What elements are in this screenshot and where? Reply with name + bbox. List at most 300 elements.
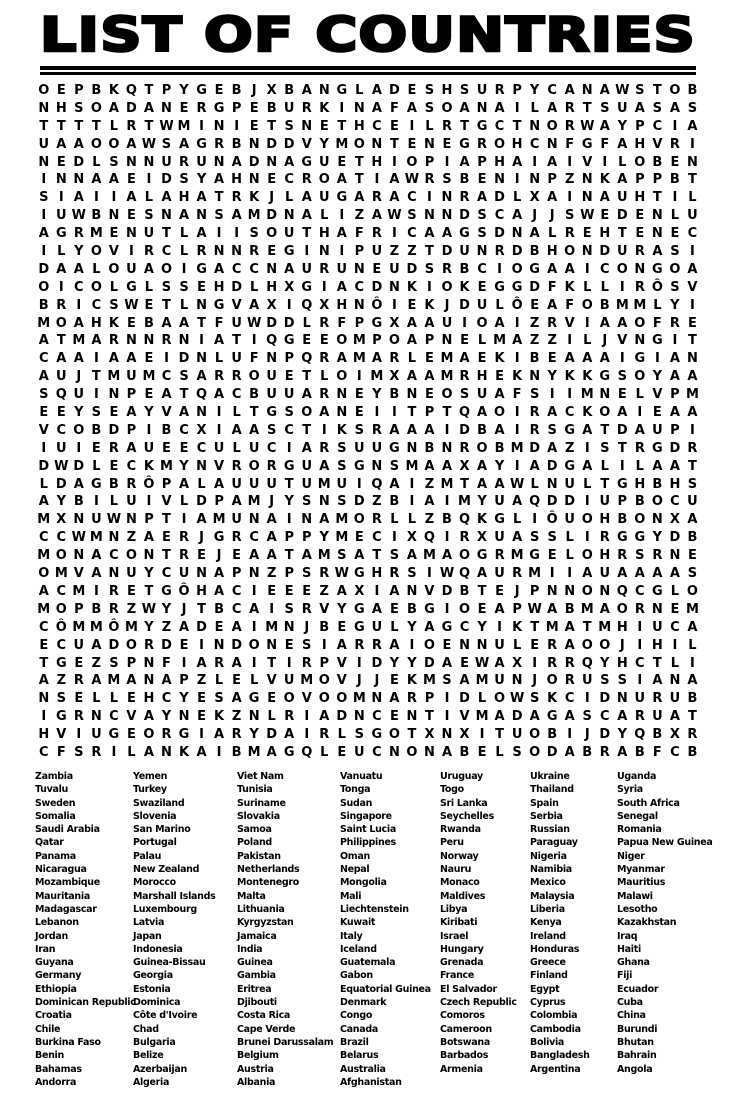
grid-letter: I xyxy=(339,244,345,260)
grid-letter: A xyxy=(441,226,453,242)
grid-letter: X xyxy=(389,315,400,331)
grid-letter: A xyxy=(494,709,505,725)
grid-letter: A xyxy=(284,154,295,170)
grid-letter: L xyxy=(407,512,417,528)
grid-letter: U xyxy=(494,673,505,689)
grid-letter: R xyxy=(669,136,680,152)
grid-letter: I xyxy=(549,566,555,582)
grid-letter: U xyxy=(511,727,523,743)
grid-letter: A xyxy=(178,136,190,152)
grid-letter: U xyxy=(371,244,383,260)
grid-letter: I xyxy=(111,744,117,760)
grid-letter: N xyxy=(651,208,663,224)
grid-letter: N xyxy=(266,351,278,367)
grid-letter: Y xyxy=(337,601,347,617)
grid-letter: E xyxy=(109,226,119,242)
grid-letter: S xyxy=(39,190,49,206)
grid-letter: E xyxy=(670,601,680,617)
grid-letter: O xyxy=(494,691,506,707)
grid-letter: L xyxy=(670,655,680,671)
grid-letter: M xyxy=(247,208,261,224)
grid-letter: A xyxy=(284,261,295,277)
word-item: Liechtenstein xyxy=(340,903,409,915)
grid-letter: D xyxy=(126,100,137,116)
grid-letter: A xyxy=(266,744,277,760)
grid-letter: Z xyxy=(319,583,329,599)
grid-letter: S xyxy=(337,548,347,564)
grid-letter: A xyxy=(143,709,154,725)
grid-letter: M xyxy=(440,351,454,367)
grid-letter: P xyxy=(529,583,540,599)
grid-letter: T xyxy=(302,369,312,385)
grid-letter: D xyxy=(406,261,418,277)
grid-letter: L xyxy=(477,333,487,349)
grid-letter: S xyxy=(459,83,470,98)
grid-letter: W xyxy=(474,655,490,671)
grid-letter: N xyxy=(283,208,295,224)
grid-letter: A xyxy=(617,405,628,421)
word-item: Liberia xyxy=(530,903,565,915)
grid-letter: C xyxy=(670,494,680,510)
grid-letter: T xyxy=(144,118,154,134)
word-item: Mauritania xyxy=(35,890,90,902)
grid-letter: A xyxy=(231,494,242,510)
word-item: Andorra xyxy=(35,1076,77,1088)
grid-letter: I xyxy=(216,744,222,760)
grid-letter: A xyxy=(687,405,698,421)
grid-letter: O xyxy=(669,261,681,277)
grid-letter: R xyxy=(406,691,417,707)
grid-letter: P xyxy=(424,333,435,349)
grid-letter: E xyxy=(126,315,136,331)
grid-letter: G xyxy=(371,727,383,743)
grid-letter: O xyxy=(651,494,663,510)
grid-letter: C xyxy=(231,387,242,403)
grid-letter: J xyxy=(374,673,380,689)
grid-letter: M xyxy=(54,566,68,582)
grid-letter: I xyxy=(514,422,520,438)
grid-letter: O xyxy=(108,136,120,152)
word-item: Gabon xyxy=(340,970,373,982)
grid-letter: E xyxy=(267,691,277,707)
grid-letter: G xyxy=(213,100,225,116)
grid-letter: L xyxy=(407,351,417,367)
grid-letter: I xyxy=(672,118,678,134)
grid-letter: C xyxy=(284,172,294,188)
grid-letter: I xyxy=(409,494,415,510)
grid-letter: S xyxy=(161,136,172,152)
grid-letter: U xyxy=(283,100,295,116)
grid-row xyxy=(35,118,701,136)
word-item: Mexico xyxy=(530,877,566,889)
grid-letter: A xyxy=(424,226,435,242)
word-item: Albania xyxy=(237,1076,276,1088)
grid-letter: N xyxy=(248,566,260,582)
grid-letter: M xyxy=(458,494,471,510)
grid-letter: Y xyxy=(389,655,400,671)
grid-row xyxy=(35,386,701,404)
grid-letter: M xyxy=(352,691,366,707)
grid-letter: E xyxy=(477,601,487,617)
grid-letter: J xyxy=(532,208,538,224)
grid-letter: M xyxy=(89,530,103,546)
grid-letter: S xyxy=(144,208,154,224)
grid-letter: T xyxy=(530,619,540,635)
grid-letter: P xyxy=(424,154,435,170)
grid-letter: N xyxy=(599,387,611,403)
grid-letter: O xyxy=(441,279,453,295)
grid-letter: Z xyxy=(424,512,435,528)
word-list-column-6 xyxy=(530,770,617,1076)
grid-letter: B xyxy=(634,494,645,510)
grid-letter: D xyxy=(248,154,260,170)
grid-letter: N xyxy=(196,458,207,474)
word-item: Paraguay xyxy=(530,837,578,849)
grid-letter: N xyxy=(634,333,646,349)
grid-letter: W xyxy=(580,208,595,224)
grid-letter: L xyxy=(653,297,662,313)
grid-letter: B xyxy=(582,744,593,760)
grid-letter: M xyxy=(37,315,51,331)
grid-letter: P xyxy=(512,601,522,617)
grid-letter: A xyxy=(161,315,172,331)
grid-letter: E xyxy=(179,637,189,653)
grid-letter: V xyxy=(38,422,49,438)
grid-letter: S xyxy=(179,369,189,385)
grid-letter: N xyxy=(213,244,225,260)
grid-letter: S xyxy=(687,100,698,116)
grid-letter: D xyxy=(266,136,278,152)
grid-letter: N xyxy=(318,83,330,98)
grid-letter: C xyxy=(249,530,259,546)
grid-letter: O xyxy=(458,548,471,564)
grid-letter: G xyxy=(371,315,383,331)
grid-letter: X xyxy=(319,297,330,313)
grid-letter: R xyxy=(687,727,698,743)
grid-letter: Q xyxy=(616,583,628,599)
grid-letter: N xyxy=(546,136,558,152)
word-item: Latvia xyxy=(133,917,165,929)
grid-letter: T xyxy=(687,172,697,188)
grid-letter: R xyxy=(196,244,207,260)
grid-letter: A xyxy=(214,333,225,349)
grid-letter: Q xyxy=(55,387,67,403)
grid-letter: W xyxy=(615,83,630,98)
grid-letter: K xyxy=(494,351,505,367)
grid-letter: O xyxy=(90,100,102,116)
grid-letter: Z xyxy=(529,315,540,331)
grid-letter: U xyxy=(318,190,330,206)
word-item: Cameroon xyxy=(440,1023,492,1035)
word-item: Jordan xyxy=(35,930,68,942)
grid-letter: W xyxy=(141,601,157,617)
grid-letter: L xyxy=(688,190,697,206)
grid-letter: R xyxy=(284,709,295,725)
grid-letter: A xyxy=(669,351,680,367)
grid-letter: A xyxy=(161,190,172,206)
grid-letter: I xyxy=(567,333,573,349)
grid-letter: E xyxy=(670,154,680,170)
grid-letter: S xyxy=(249,226,259,242)
grid-letter: A xyxy=(494,422,505,438)
grid-letter: Y xyxy=(144,405,154,421)
grid-letter: Y xyxy=(144,566,154,582)
grid-letter: N xyxy=(196,208,207,224)
word-item: Bahamas xyxy=(35,1063,82,1075)
grid-letter: L xyxy=(92,154,101,170)
grid-letter: D xyxy=(283,315,295,331)
grid-letter: P xyxy=(670,387,680,403)
word-item: Qatar xyxy=(35,837,64,849)
grid-letter: A xyxy=(547,405,558,421)
grid-letter: Q xyxy=(529,494,541,510)
grid-letter: D xyxy=(564,494,576,510)
grid-letter: B xyxy=(91,208,102,224)
grid-letter: E xyxy=(109,458,119,474)
grid-letter: U xyxy=(652,709,663,725)
word-item: Nauru xyxy=(440,864,472,876)
grid-letter: Y xyxy=(617,727,627,743)
grid-letter: G xyxy=(283,744,295,760)
word-item: Israel xyxy=(440,930,469,942)
grid-letter: S xyxy=(529,387,540,403)
grid-letter: C xyxy=(564,691,575,707)
grid-letter: A xyxy=(371,208,382,224)
grid-letter: I xyxy=(584,494,590,510)
grid-letter: R xyxy=(617,548,628,564)
grid-letter: Y xyxy=(547,369,557,385)
grid-letter: R xyxy=(161,727,172,743)
grid-letter: R xyxy=(179,548,190,564)
grid-row xyxy=(35,350,701,368)
grid-letter: S xyxy=(354,422,365,438)
word-item: Iceland xyxy=(340,943,377,955)
grid-letter: G xyxy=(55,709,67,725)
grid-letter: R xyxy=(319,566,330,582)
grid-letter: P xyxy=(635,118,645,134)
grid-letter: A xyxy=(108,172,119,188)
grid-letter: L xyxy=(232,440,241,456)
grid-letter: C xyxy=(266,440,277,456)
grid-letter: E xyxy=(547,548,557,564)
grid-letter: D xyxy=(441,244,453,260)
grid-letter: E xyxy=(547,351,557,367)
grid-letter: N xyxy=(529,118,541,134)
grid-letter: A xyxy=(547,100,558,116)
grid-letter: U xyxy=(248,440,260,456)
grid-letter: U xyxy=(389,261,400,277)
grid-letter: E xyxy=(179,440,189,456)
word-item: Kiribati xyxy=(440,917,478,929)
grid-letter: A xyxy=(91,637,102,653)
grid-letter: S xyxy=(337,494,347,510)
grid-letter: R xyxy=(319,315,330,331)
grid-letter: M xyxy=(493,333,507,349)
grid-letter: A xyxy=(494,601,505,617)
word-list-column-7 xyxy=(617,770,713,1076)
grid-letter: U xyxy=(126,261,137,277)
word-item: Grenada xyxy=(440,957,484,969)
grid-letter: N xyxy=(178,709,190,725)
grid-letter: O xyxy=(494,405,506,421)
grid-letter: A xyxy=(669,709,680,725)
grid-letter: Z xyxy=(564,440,575,456)
grid-letter: P xyxy=(424,405,435,421)
grid-letter: A xyxy=(143,261,154,277)
grid-letter: E xyxy=(495,369,505,385)
grid-letter: I xyxy=(567,154,573,170)
grid-letter: T xyxy=(197,315,206,331)
grid-letter: A xyxy=(196,512,207,528)
word-item: Dominican Republic xyxy=(35,997,136,1009)
grid-letter: I xyxy=(41,208,47,224)
grid-letter: E xyxy=(249,100,259,116)
grid-letter: U xyxy=(283,673,295,689)
grid-letter: I xyxy=(93,494,99,510)
word-item: Algeria xyxy=(133,1076,170,1088)
grid-letter: U xyxy=(73,637,85,653)
grid-letter: E xyxy=(460,655,469,671)
grid-letter: U xyxy=(56,208,67,224)
grid-letter: Ô xyxy=(108,619,120,635)
grid-letter: S xyxy=(354,727,365,743)
grid-letter: N xyxy=(441,727,453,743)
grid-letter: M xyxy=(107,673,121,689)
grid-letter: I xyxy=(637,619,643,635)
grid-row xyxy=(35,458,701,476)
grid-letter: Z xyxy=(231,709,242,725)
grid-letter: E xyxy=(126,172,136,188)
word-item: Cyprus xyxy=(530,997,566,1009)
grid-letter: Y xyxy=(670,297,680,313)
grid-letter: L xyxy=(565,548,574,564)
word-item: Bahrain xyxy=(617,1050,657,1062)
grid-letter: B xyxy=(547,727,558,743)
grid-letter: N xyxy=(55,172,67,188)
grid-letter: M xyxy=(265,619,279,635)
grid-letter: T xyxy=(652,655,662,671)
word-item: Lesotho xyxy=(617,903,658,915)
grid-letter: I xyxy=(374,172,380,188)
grid-letter: F xyxy=(652,315,662,331)
grid-letter: E xyxy=(39,405,49,421)
grid-letter: L xyxy=(285,190,294,206)
grid-letter: I xyxy=(391,297,397,313)
word-item: Mongolia xyxy=(340,877,387,889)
word-list-column-1 xyxy=(35,770,136,1089)
grid-letter: D xyxy=(231,637,242,653)
grid-letter: D xyxy=(599,691,611,707)
grid-letter: Y xyxy=(494,458,505,474)
grid-letter: B xyxy=(231,744,242,760)
grid-letter: H xyxy=(669,476,681,492)
grid-letter: N xyxy=(441,190,453,206)
word-item: Iran xyxy=(35,943,56,955)
grid-letter: I xyxy=(619,279,625,295)
grid-letter: R xyxy=(459,530,470,546)
grid-letter: I xyxy=(672,637,678,653)
grid-letter: O xyxy=(90,244,102,260)
grid-letter: V xyxy=(266,673,277,689)
grid-letter: Z xyxy=(354,208,365,224)
grid-letter: N xyxy=(476,100,488,116)
grid-letter: O xyxy=(388,333,400,349)
grid-letter: K xyxy=(564,369,575,385)
grid-letter: V xyxy=(56,727,67,743)
grid-letter: C xyxy=(407,190,417,206)
grid-letter: A xyxy=(266,512,277,528)
grid-letter: T xyxy=(179,387,189,403)
grid-letter: I xyxy=(567,566,573,582)
grid-letter: Ô xyxy=(546,512,558,528)
grid-letter: A xyxy=(56,261,67,277)
grid-letter: G xyxy=(353,458,365,474)
grid-letter: G xyxy=(161,583,172,599)
grid-letter: I xyxy=(619,458,625,474)
grid-letter: M xyxy=(580,387,594,403)
grid-letter: A xyxy=(564,351,575,367)
grid-letter: I xyxy=(76,440,82,456)
grid-letter: A xyxy=(56,136,67,152)
grid-letter: A xyxy=(56,351,67,367)
grid-letter: L xyxy=(214,351,224,367)
grid-letter: V xyxy=(687,279,698,295)
grid-letter: A xyxy=(669,458,680,474)
grid-letter: U xyxy=(617,244,628,260)
grid-letter: H xyxy=(266,279,278,295)
grid-letter: U xyxy=(56,440,67,456)
word-item: Libya xyxy=(440,903,468,915)
grid-letter: H xyxy=(371,566,383,582)
grid-letter: G xyxy=(178,727,190,743)
grid-letter: N xyxy=(143,154,155,170)
grid-letter: N xyxy=(108,208,120,224)
grid-letter: S xyxy=(442,673,452,689)
word-item: Haiti xyxy=(617,943,641,955)
grid-letter: T xyxy=(144,583,154,599)
grid-letter: E xyxy=(425,387,434,403)
grid-letter: N xyxy=(213,118,225,134)
grid-letter: O xyxy=(318,691,330,707)
grid-letter: A xyxy=(617,744,628,760)
grid-letter: T xyxy=(56,333,66,349)
word-item: Angola xyxy=(617,1063,653,1075)
word-item: Pakistan xyxy=(237,850,281,862)
grid-letter: D xyxy=(511,709,523,725)
grid-letter: H xyxy=(546,244,558,260)
grid-letter: J xyxy=(269,190,275,206)
grid-letter: O xyxy=(143,727,155,743)
grid-letter: C xyxy=(635,655,645,671)
word-item: Poland xyxy=(237,837,272,849)
grid-letter: I xyxy=(41,709,47,725)
grid-letter: R xyxy=(319,261,330,277)
grid-letter: Ô xyxy=(55,619,67,635)
grid-letter: A xyxy=(669,369,680,385)
word-item: Senegal xyxy=(617,810,658,822)
grid-letter: A xyxy=(126,405,137,421)
grid-letter: P xyxy=(161,83,172,98)
grid-letter: Z xyxy=(196,673,207,689)
grid-letter: K xyxy=(477,512,488,528)
grid-letter: T xyxy=(512,118,522,134)
grid-letter: O xyxy=(599,405,611,421)
grid-letter: G xyxy=(529,548,540,564)
word-item: Russian xyxy=(530,824,570,836)
grid-letter: T xyxy=(687,333,697,349)
grid-letter: J xyxy=(584,727,590,743)
grid-letter: A xyxy=(582,458,593,474)
